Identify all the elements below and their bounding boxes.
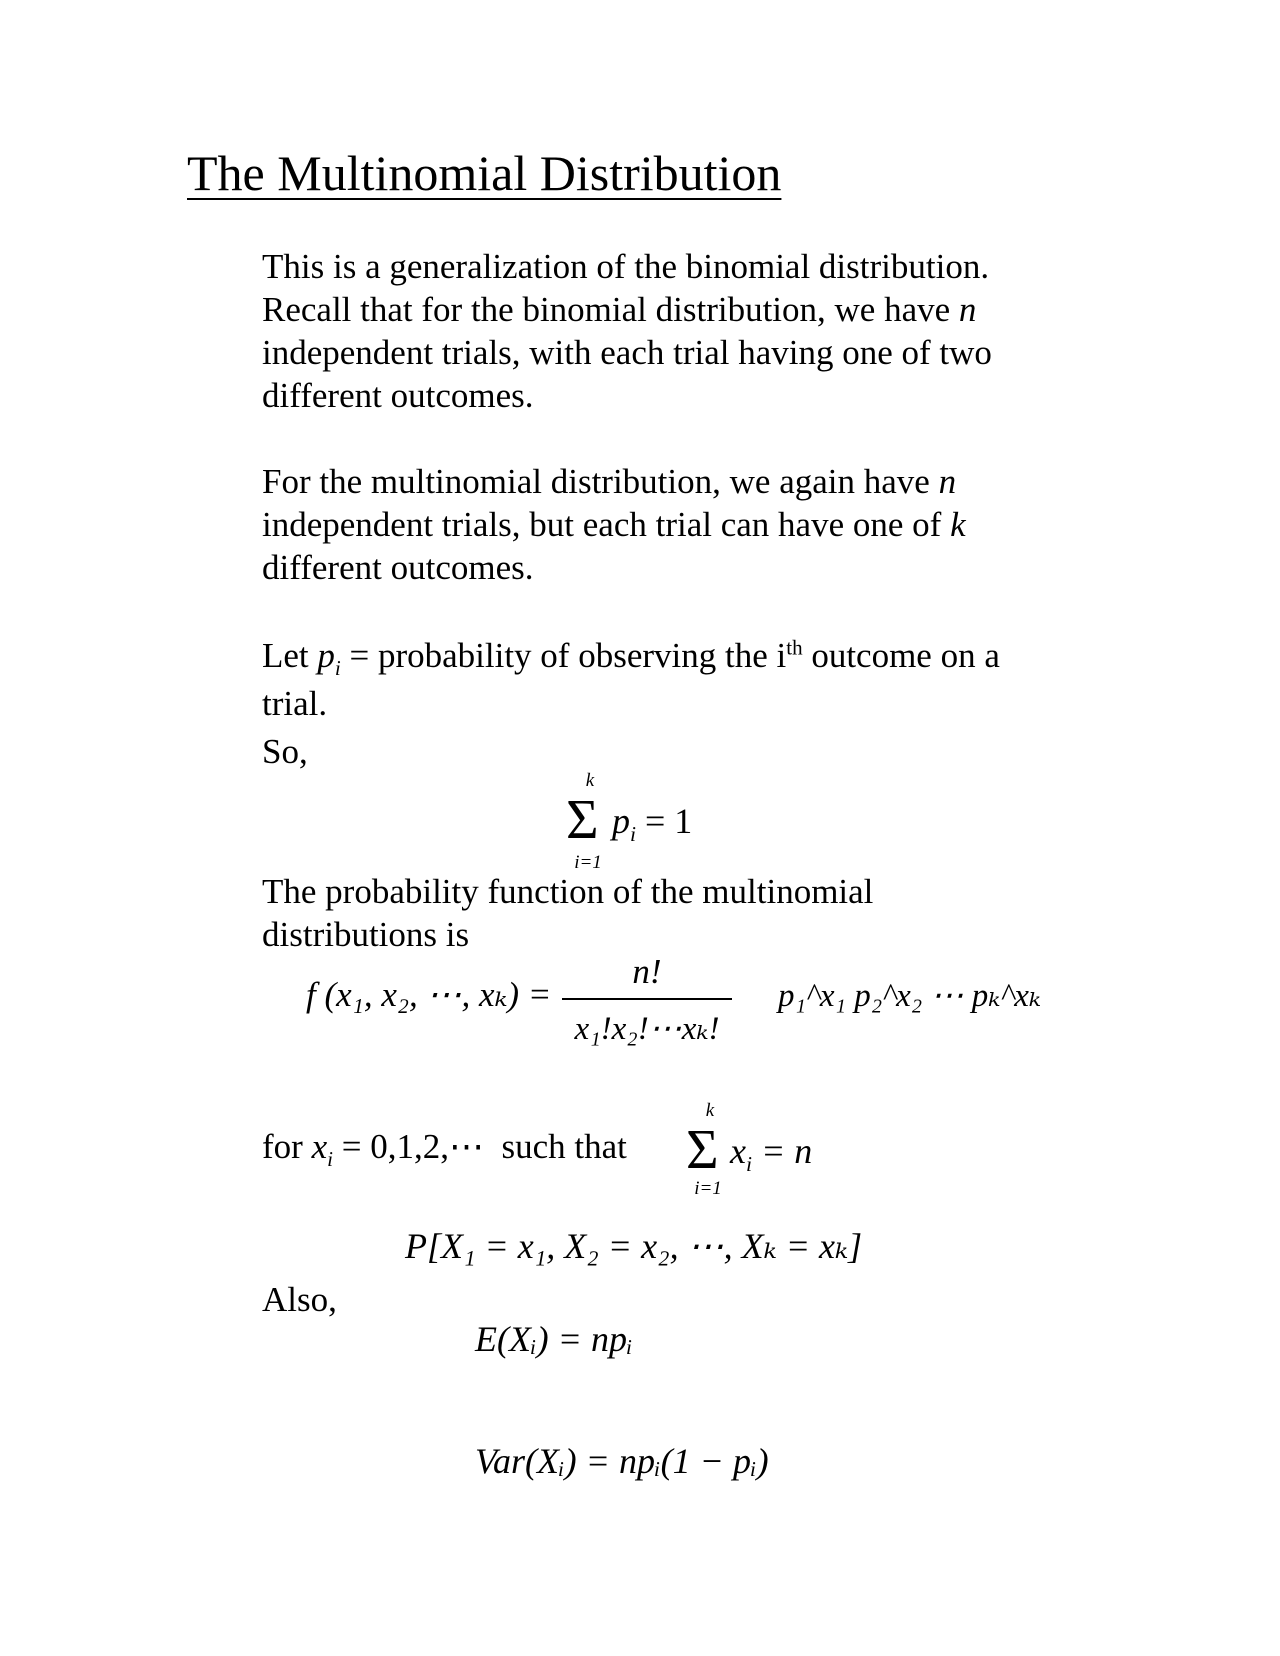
limit-i1: i=1 — [694, 1178, 722, 1199]
subscript-i: i — [630, 822, 636, 847]
expectation-formula: E(Xᵢ) = npᵢ — [475, 1319, 633, 1359]
text-line: trial. — [262, 684, 328, 723]
sum2-lower-limit — [682, 1178, 734, 1200]
paragraph-definition — [262, 632, 1000, 776]
limit-k: k — [585, 770, 595, 791]
variable-n: n — [958, 290, 977, 329]
also-label: Also, — [262, 1280, 337, 1319]
sum2-rhs: = n — [751, 1131, 813, 1171]
text-line — [262, 503, 966, 546]
text-line: independent trials, with each trial having one of two — [262, 333, 992, 372]
text-line: This is a generalization of the binomial distribution. — [262, 247, 990, 286]
paragraph-binomial — [262, 245, 992, 417]
variable-k: k — [950, 505, 966, 544]
text-line — [262, 288, 992, 331]
text-line — [262, 460, 966, 503]
pmf-lhs: f (x₁, x₂, ⋯, xₖ) = — [306, 975, 552, 1014]
text-segment: for — [262, 1127, 312, 1166]
limit-k: k — [705, 1100, 715, 1121]
sum-body — [612, 800, 693, 847]
text-segment: For the multinomial distribution, we again have — [262, 462, 939, 501]
sum2-body — [730, 1130, 813, 1177]
fraction-bar — [562, 998, 732, 1000]
text-segment: Let — [262, 636, 318, 675]
text-segment: independent trials, but each trial can have one of — [262, 505, 951, 544]
support-line — [262, 1125, 627, 1171]
subscript-i: i — [327, 1147, 333, 1171]
page-title: The Multinomial Distribution — [187, 145, 782, 201]
subscript-i: i — [745, 1152, 752, 1177]
paragraph-multinomial — [262, 460, 966, 589]
superscript-th: th — [786, 635, 803, 660]
variance-formula: Var(Xᵢ) = npᵢ(1 − pᵢ) — [475, 1441, 769, 1481]
variable-x: x — [730, 1131, 746, 1171]
paragraph-prob-function — [262, 870, 873, 956]
text-line: different outcomes. — [262, 548, 534, 587]
limit-i1: i=1 — [574, 852, 602, 873]
summation-icon: Σ — [566, 789, 599, 851]
text-line — [262, 632, 1000, 680]
pmf-rhs: p₁^x₁ p₂^x₂ ⋯ pₖ^xₖ — [778, 978, 1041, 1014]
text-line: distributions is — [262, 915, 470, 954]
variable-p: p — [612, 801, 630, 841]
variable-x: x — [311, 1127, 328, 1166]
probability-expression: P[X₁ = x₁, X₂ = x₂, ⋯, Xₖ = xₖ] — [405, 1226, 863, 1266]
variable-p: p — [317, 636, 335, 675]
text-segment: = probability of observing the i — [340, 636, 787, 675]
text-line: So, — [262, 732, 308, 771]
sum-rhs: = 1 — [636, 801, 693, 841]
text-line: The probability function of the multinomial — [262, 872, 874, 911]
text-segment: such that — [501, 1127, 627, 1166]
text-segment: Recall that for the binomial distribution, we have — [262, 290, 959, 329]
summation-icon: Σ — [686, 1119, 719, 1181]
text-line — [262, 1125, 627, 1171]
variable-n: n — [938, 462, 957, 501]
pmf-denominator: x₁!x₂!⋯xₖ! — [574, 1011, 720, 1047]
text-line: different outcomes. — [262, 376, 534, 415]
pmf-numerator: n! — [632, 952, 662, 991]
value-list: = 0,1,2,⋯ — [332, 1127, 484, 1166]
text-segment: outcome on a — [802, 636, 1000, 675]
subscript-i: i — [334, 656, 341, 680]
